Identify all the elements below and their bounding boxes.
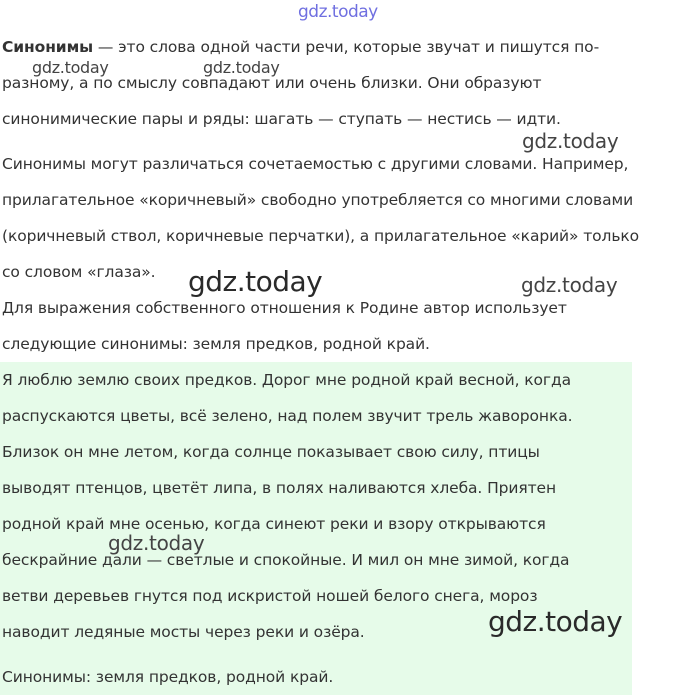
- watermark: gdz.today: [521, 273, 618, 297]
- watermark: gdz.today: [203, 58, 280, 77]
- answer-line-1: Я люблю землю своих предков. Дорог мне родной край весной, когда: [2, 371, 571, 389]
- answer-line-8: наводит ледяные мосты через реки и озёра.: [2, 623, 365, 641]
- compatibility-line-2: прилагательное «коричневый» свободно употребляется со многими словами: [2, 191, 634, 209]
- watermark: gdz.today: [188, 265, 323, 298]
- watermark: gdz.today: [32, 58, 109, 77]
- definition-line-2: разному, а по смыслу совпадают или очень близки. Они образуют: [2, 74, 542, 92]
- definition-line-3: синонимические пары и ряды: шагать — ступать — нестись — идти.: [2, 110, 561, 128]
- answer-line-7: ветви деревьев гнутся под искристой ношей белого снега, мороз: [2, 587, 538, 605]
- watermark-top: gdz.today: [298, 2, 378, 22]
- definition-text: — это слова одной части речи, которые звучат и пишутся по-: [93, 38, 600, 56]
- watermark: gdz.today: [522, 129, 619, 153]
- compatibility-line-1: Синонимы могут различаться сочетаемостью с другими словами. Например,: [2, 155, 629, 173]
- watermark: gdz.today: [108, 531, 205, 555]
- answer-summary: Синонимы: земля предков, родной край.: [2, 668, 334, 686]
- answer-line-2: распускаются цветы, всё зелено, над полем звучит трель жаворонка.: [2, 407, 573, 425]
- definition-line-1: [2, 37, 599, 57]
- answer-line-5: родной край мне осенью, когда синеют реки и взору открываются: [2, 515, 546, 533]
- author-synonyms-line-1: Для выражения собственного отношения к Родине автор использует: [2, 299, 567, 317]
- compatibility-line-4: со словом «глаза».: [2, 263, 156, 281]
- definition-term: Синонимы: [2, 38, 94, 56]
- answer-line-4: выводят птенцов, цветёт липа, в полях наливаются хлеба. Приятен: [2, 479, 556, 497]
- author-synonyms-line-2: следующие синонимы: земля предков, родной край.: [2, 335, 430, 353]
- watermark: gdz.today: [488, 605, 623, 638]
- compatibility-line-3: (коричневый ствол, коричневые перчатки), а прилагательное «карий» только: [2, 227, 640, 245]
- answer-line-3: Близок он мне летом, когда солнце показывает свою силу, птицы: [2, 443, 540, 461]
- answer-line-6: бескрайние дали — светлые и спокойные. И мил он мне зимой, когда: [2, 551, 570, 569]
